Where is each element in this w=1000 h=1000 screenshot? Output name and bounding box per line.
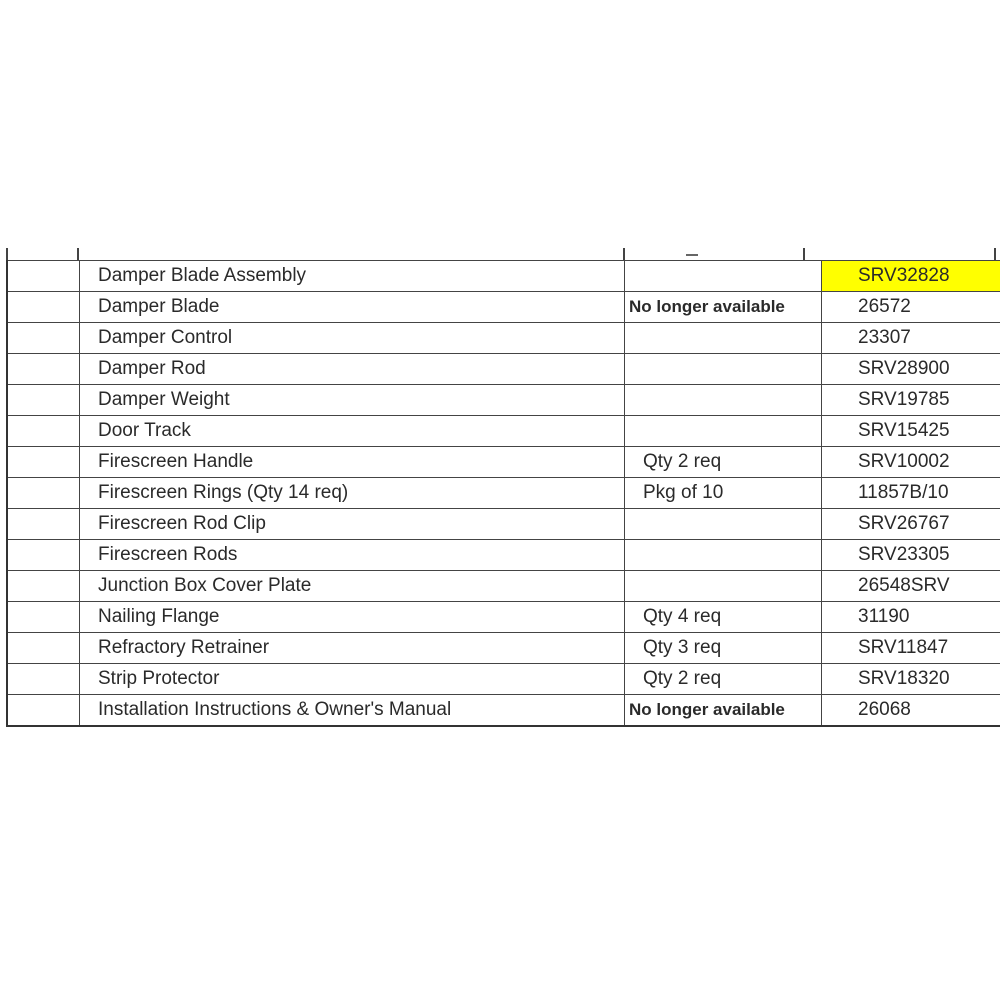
row-index-cell — [7, 323, 80, 354]
table-row — [7, 385, 1000, 416]
part-description-cell: Firescreen Rings (Qty 14 req) — [80, 478, 625, 509]
part-description-cell: Firescreen Handle — [80, 447, 625, 478]
part-note-cell: Qty 3 req — [625, 633, 822, 664]
part-note-cell — [625, 354, 822, 385]
part-number-cell: 26572 — [822, 292, 1000, 323]
part-number-cell: 23307 — [822, 323, 1000, 354]
table-row — [7, 571, 1000, 602]
row-index-cell — [7, 633, 80, 664]
part-description-cell: Damper Weight — [80, 385, 625, 416]
table-row — [7, 354, 1000, 385]
table-row — [7, 509, 1000, 540]
part-note-cell — [625, 323, 822, 354]
row-index-cell — [7, 261, 80, 292]
table-row — [7, 478, 1000, 509]
table-row — [7, 695, 1000, 727]
part-note-cell — [625, 416, 822, 447]
part-number-cell: SRV15425 — [822, 416, 1000, 447]
row-index-cell — [7, 571, 80, 602]
divider — [803, 248, 805, 260]
part-note-cell: No longer available — [625, 292, 822, 323]
table-top-edge — [6, 248, 1000, 260]
row-index-cell — [7, 478, 80, 509]
part-number-cell: SRV23305 — [822, 540, 1000, 571]
part-note-cell: Qty 4 req — [625, 602, 822, 633]
parts-table-body — [7, 261, 1000, 727]
part-note-cell — [625, 385, 822, 416]
table-row — [7, 261, 1000, 292]
part-note-cell — [625, 571, 822, 602]
row-index-cell — [7, 385, 80, 416]
divider — [623, 248, 625, 260]
row-index-cell — [7, 354, 80, 385]
row-index-cell — [7, 509, 80, 540]
part-number-cell: SRV26767 — [822, 509, 1000, 540]
table-row — [7, 323, 1000, 354]
divider — [77, 248, 79, 260]
table-row — [7, 416, 1000, 447]
row-index-cell — [7, 292, 80, 323]
part-description-cell: Firescreen Rods — [80, 540, 625, 571]
part-number-cell: SRV18320 — [822, 664, 1000, 695]
part-number-cell: 26068 — [822, 695, 1000, 727]
part-description-cell: Damper Blade — [80, 292, 625, 323]
row-index-cell — [7, 664, 80, 695]
table-row — [7, 602, 1000, 633]
part-description-cell: Damper Rod — [80, 354, 625, 385]
part-note-cell: No longer available — [625, 695, 822, 727]
table-row — [7, 447, 1000, 478]
part-note-cell — [625, 261, 822, 292]
table-row — [7, 633, 1000, 664]
row-index-cell — [7, 447, 80, 478]
divider — [994, 248, 996, 260]
row-index-cell — [7, 540, 80, 571]
row-index-cell — [7, 416, 80, 447]
part-note-cell: Qty 2 req — [625, 664, 822, 695]
part-description-cell: Firescreen Rod Clip — [80, 509, 625, 540]
part-description-cell: Refractory Retrainer — [80, 633, 625, 664]
divider — [6, 248, 8, 260]
row-index-cell — [7, 695, 80, 727]
table-row — [7, 540, 1000, 571]
table-row — [7, 664, 1000, 695]
part-number-cell: 11857B/10 — [822, 478, 1000, 509]
part-note-cell — [625, 540, 822, 571]
row-index-cell — [7, 602, 80, 633]
part-note-cell: Pkg of 10 — [625, 478, 822, 509]
part-number-cell: 26548SRV — [822, 571, 1000, 602]
part-description-cell: Junction Box Cover Plate — [80, 571, 625, 602]
part-description-cell: Door Track — [80, 416, 625, 447]
parts-list-sheet — [0, 248, 1000, 748]
part-number-cell: SRV19785 — [822, 385, 1000, 416]
part-description-cell: Nailing Flange — [80, 602, 625, 633]
part-description-cell: Installation Instructions & Owner's Manual — [80, 695, 625, 727]
part-number-cell: SRV10002 — [822, 447, 1000, 478]
part-number-cell: SRV32828 — [822, 261, 1000, 292]
parts-table — [6, 260, 1000, 727]
part-number-cell: 31190 — [822, 602, 1000, 633]
part-note-cell — [625, 509, 822, 540]
table-row — [7, 292, 1000, 323]
divider — [686, 254, 698, 256]
part-description-cell: Damper Control — [80, 323, 625, 354]
part-description-cell: Strip Protector — [80, 664, 625, 695]
part-description-cell: Damper Blade Assembly — [80, 261, 625, 292]
part-number-cell: SRV11847 — [822, 633, 1000, 664]
part-note-cell: Qty 2 req — [625, 447, 822, 478]
part-number-cell: SRV28900 — [822, 354, 1000, 385]
